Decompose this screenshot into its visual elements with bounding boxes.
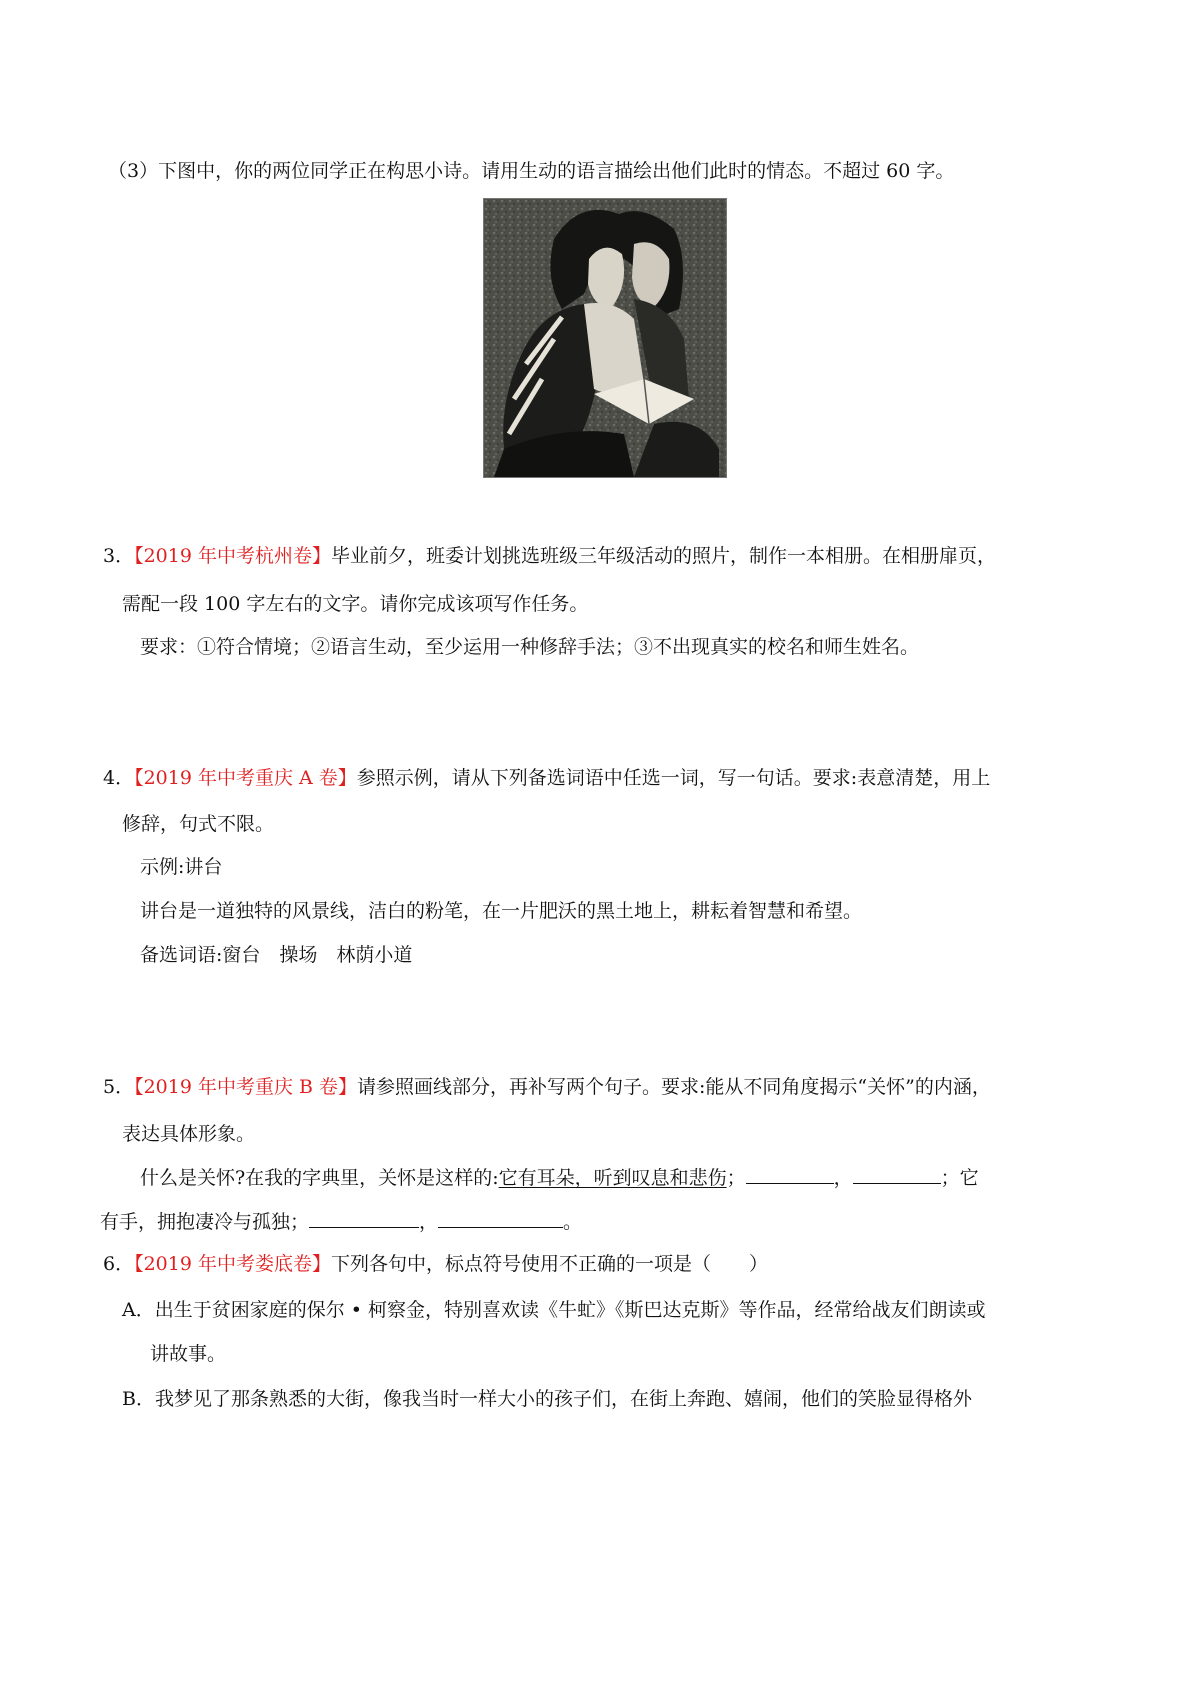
illustration-svg bbox=[484, 199, 726, 477]
option-b-line-1[interactable] bbox=[122, 1385, 972, 1413]
answer-blank-4[interactable] bbox=[438, 1209, 563, 1228]
answer-blank-3[interactable] bbox=[309, 1209, 419, 1228]
question-2-part-3: （3）下图中，你的两位同学正在构思小诗。请用生动的语言描绘出他们此时的情态。不超过 60 字。 bbox=[108, 160, 955, 182]
underlined-example: 它有耳朵，听到叹息和悲伤 bbox=[498, 1167, 727, 1189]
question-4-text: 参照示例，请从下列备选词语中任选一词，写一句话。要求:表意清楚，用上 bbox=[356, 767, 991, 789]
question-number: 5． bbox=[103, 1076, 135, 1098]
question-4-line-1 bbox=[103, 764, 990, 792]
period: 。 bbox=[563, 1211, 583, 1233]
question-3-text: 毕业前夕，班委计划挑选班级三年级活动的照片，制作一本相册。在相册扉页， bbox=[331, 545, 997, 567]
body-prefix: 什么是关怀?在我的字典里，关怀是这样的: bbox=[140, 1167, 499, 1189]
answer-blank-2[interactable] bbox=[853, 1165, 941, 1184]
question-6-line-1 bbox=[103, 1250, 768, 1278]
comma: ， bbox=[833, 1167, 853, 1189]
question-5-body-line-1 bbox=[140, 1164, 979, 1192]
exam-source-tag: 【2019 年中考杭州卷】 bbox=[134, 545, 331, 567]
question-5-text: 请参照画线部分，再补写两个句子。要求:能从不同角度揭示“关怀”的内涵， bbox=[357, 1076, 991, 1098]
exam-source-tag: 【2019 年中考重庆 B 卷】 bbox=[134, 1076, 358, 1098]
question-number: 4． bbox=[103, 767, 135, 789]
question-3-line-2: 需配一段 100 字左右的文字。请你完成该项写作任务。 bbox=[122, 593, 589, 615]
semicolon: ； bbox=[726, 1167, 746, 1189]
question-3-requirement: 要求：①符合情境；②语言生动，至少运用一种修辞手法；③不出现真实的校名和师生姓名。 bbox=[140, 636, 920, 658]
example-label: 示例:讲台 bbox=[140, 856, 223, 878]
question-3-line-1 bbox=[103, 542, 996, 570]
question-4-line-2: 修辞，句式不限。 bbox=[122, 813, 275, 835]
question-number: 3． bbox=[103, 545, 135, 567]
question-5-body-line-2 bbox=[100, 1208, 582, 1236]
semicolon-continuation: ；它 bbox=[940, 1167, 979, 1189]
option-a-line-2: 讲故事。 bbox=[150, 1343, 227, 1365]
option-b-label: B． bbox=[122, 1388, 155, 1410]
option-a-text: 出生于贫困家庭的保尔 • 柯察金，特别喜欢读《牛虻》《斯巴达克斯》等作品，经常给战友们朗读或 bbox=[154, 1299, 986, 1321]
exam-source-tag: 【2019 年中考重庆 A 卷】 bbox=[134, 767, 357, 789]
question-5-line-1 bbox=[103, 1073, 991, 1101]
answer-blank-1[interactable] bbox=[746, 1165, 834, 1184]
question-6-stem: 下列各句中，标点符号使用不正确的一项是（ ） bbox=[331, 1253, 769, 1275]
exam-source-tag: 【2019 年中考娄底卷】 bbox=[134, 1253, 331, 1275]
question-5-line-2: 表达具体形象。 bbox=[122, 1123, 256, 1145]
question-number: 6． bbox=[103, 1253, 135, 1275]
body-line-2-prefix: 有手，拥抱凄冷与孤独； bbox=[100, 1211, 310, 1233]
example-sentence: 讲台是一道独特的风景线，洁白的粉笔，在一片肥沃的黑土地上，耕耘着智慧和希望。 bbox=[140, 900, 863, 922]
option-a-line-1[interactable] bbox=[122, 1296, 986, 1324]
option-b-text: 我梦见了那条熟悉的大街，像我当时一样大小的孩子们，在街上奔跑、嬉闹，他们的笑脸显得格外 bbox=[154, 1388, 972, 1410]
comma: ， bbox=[419, 1211, 439, 1233]
students-writing-poetry-image bbox=[483, 198, 727, 478]
option-a-label: A． bbox=[122, 1299, 155, 1321]
candidate-words: 备选词语:窗台 操场 林荫小道 bbox=[140, 944, 413, 966]
